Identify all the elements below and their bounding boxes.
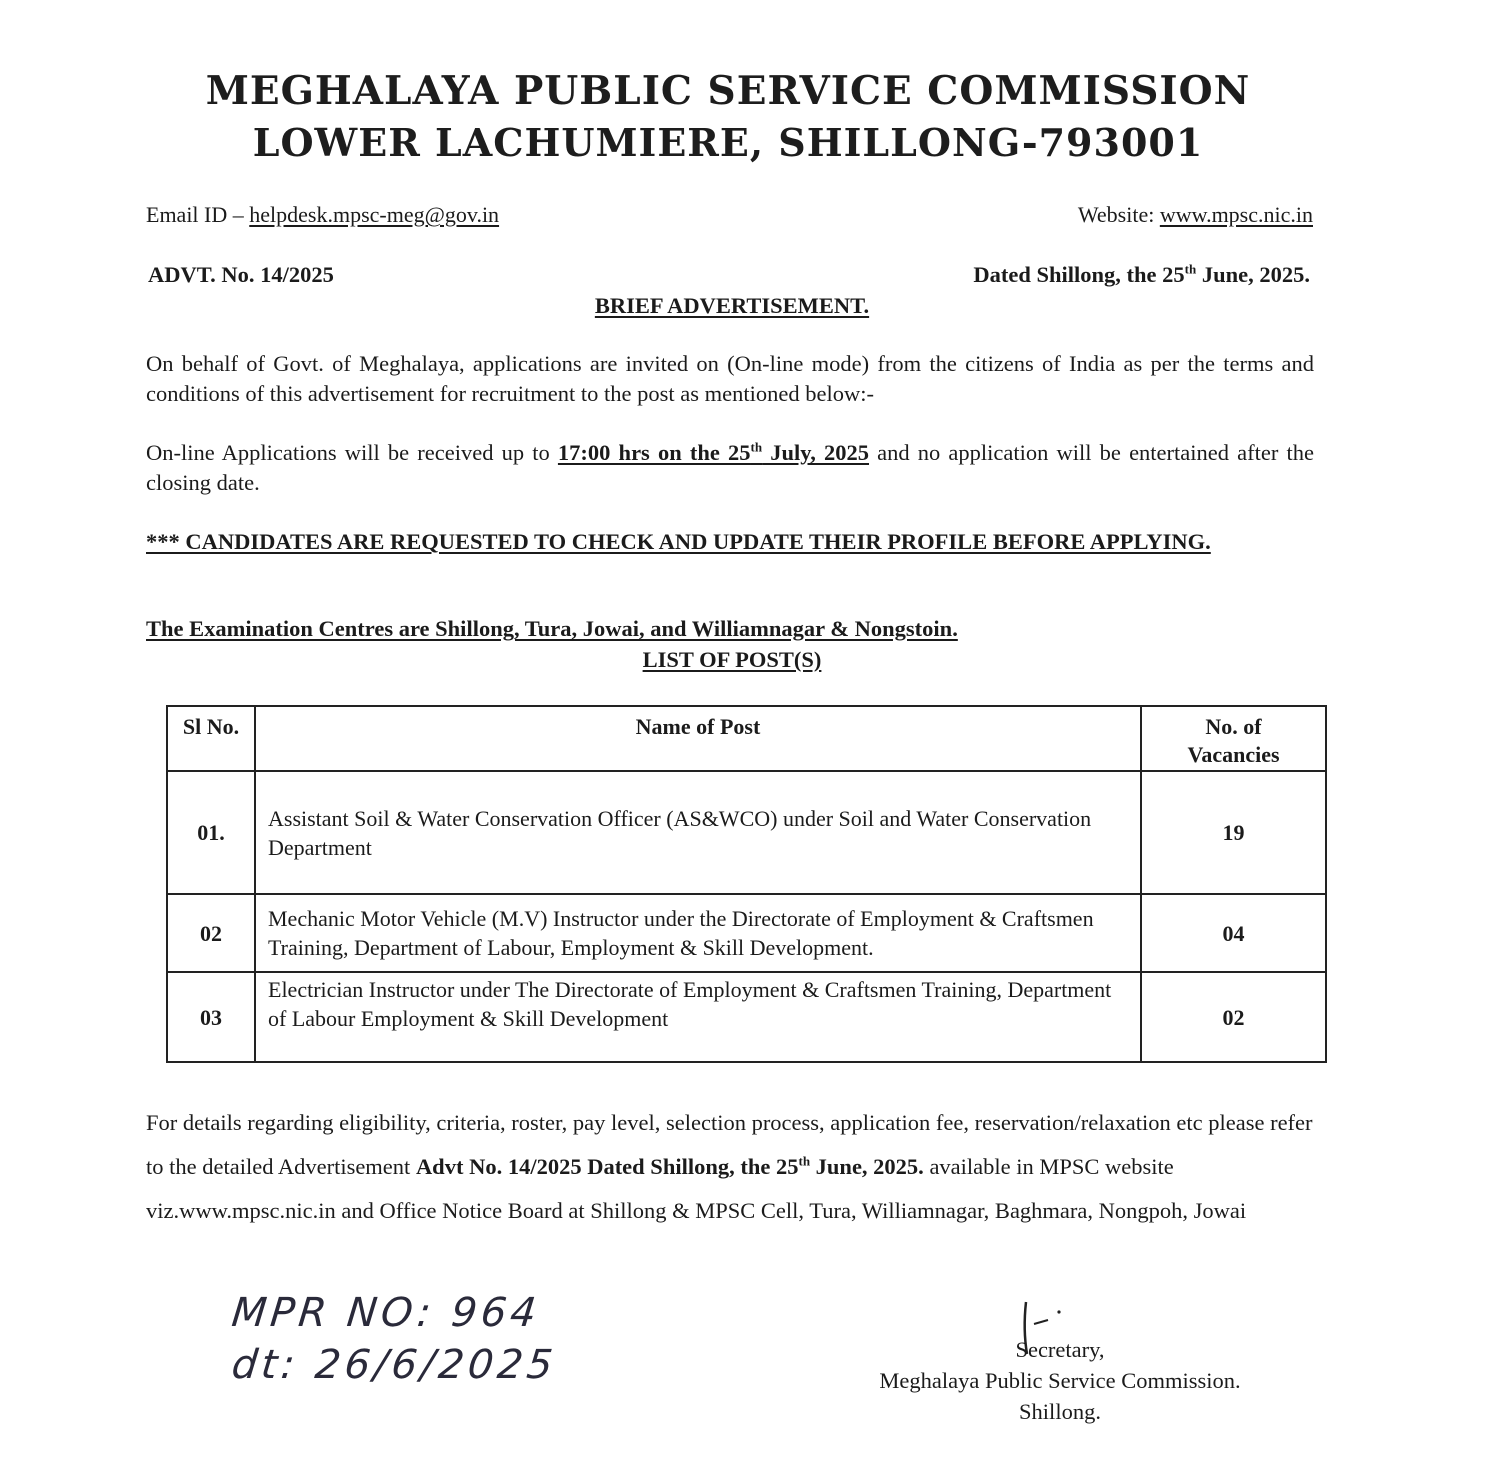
date-suffix: June, 2025. [1196,262,1310,287]
deadline-sup: th [750,439,763,455]
profile-notice: *** CANDIDATES ARE REQUESTED TO CHECK AND UPDATE THEIR PROFILE BEFORE APPLYING. [146,529,1211,554]
deadline-before: On-line Applications will be received up to [146,440,558,465]
details-bold [416,1154,924,1179]
signatory-place: Shillong. [1019,1399,1101,1424]
row-vacancies: 04 [1141,894,1326,972]
row-sl-no: 02 [167,894,255,972]
organisation-name: MEGHALAYA PUBLIC SERVICE COMMISSION [205,68,1251,114]
deadline-highlight-prefix: 17:00 hrs on the 25 [557,440,751,465]
details-paragraph [146,1101,1316,1233]
advertisement-number: ADVT. No. 14/2025 [148,262,334,287]
signature-dash [1034,1320,1048,1324]
signature-block [800,1334,1320,1427]
row-post-name: Mechanic Motor Vehicle (M.V) Instructor under the Directorate of Employment & Craftsmen Training, Department of Labour, Employment & Skill Development. [255,894,1141,972]
header-vacancies-line2: Vacancies [1187,742,1280,767]
exam-centres: The Examination Centres are Shillong, Tura, Jowai, and Williamnagar & Nongstoin. [146,616,958,641]
handwritten-memo-date: dt: 26/6/2025 [229,1342,559,1388]
email-label: Email ID – [146,202,250,227]
row-post-name: Electrician Instructor under The Directorate of Employment & Craftsmen Training, Department of Labour Employment & Skill Development [255,972,1141,1062]
details-bold-prefix: Advt No. 14/2025 Dated Shillong, the 25 [415,1154,799,1179]
posts-table [166,705,1327,1063]
header-vacancies [1141,706,1326,771]
deadline-paragraph [146,438,1314,498]
list-title: LIST OF POST(S) [642,647,822,672]
table-row [167,972,1326,1062]
advertisement-date [973,262,1310,288]
organisation-address: LOWER LACHUMIERE, SHILLONG-793001 [252,120,1204,165]
table-header-row [167,706,1326,771]
header-name-of-post: Name of Post [255,706,1141,771]
row-vacancies: 02 [1141,972,1326,1062]
document-title: BRIEF ADVERTISEMENT. [594,293,870,318]
row-sl-no: 03 [167,972,255,1062]
details-sup: th [798,1153,811,1169]
signatory-organisation: Meghalaya Public Service Commission. [879,1368,1241,1393]
email-line [146,202,499,228]
handwritten-memo-number: MPR NO: 964 [229,1290,543,1336]
deadline-after: and no application will be entertained after the closing date. [146,440,1314,495]
table-row [167,771,1326,894]
header-vacancies-line1: No. of [1205,714,1262,739]
intro-paragraph: On behalf of Govt. of Meghalaya, applications are invited on (On-line mode) from the citizens of India as per the terms and conditions of this advertisement for recruitment to the post as mentioned below:- [146,351,1314,406]
row-post-name: Assistant Soil & Water Conservation Officer (AS&WCO) under Soil and Water Conservation Department [255,771,1141,894]
details-bold-suffix: June, 2025. [810,1154,924,1179]
website-label: Website: [1077,202,1160,227]
date-sup: th [1184,261,1197,277]
website-link[interactable]: www.mpsc.nic.in [1159,202,1313,227]
header-sl-no: Sl No. [167,706,255,771]
row-sl-no: 01. [167,771,255,894]
table-row [167,894,1326,972]
email-link[interactable]: helpdesk.mpsc-meg@gov.in [249,202,500,227]
details-after: available in MPSC website viz.www.mpsc.nic.in and Office Notice Board at Shillong & MPSC Cell, Tura, Williamnagar, Baghmara, Nongpoh, Jowai [146,1154,1247,1223]
date-prefix: Dated Shillong, the 25 [973,262,1185,287]
website-line [1078,202,1313,228]
signature-dot [1057,1310,1060,1313]
details-before: For details regarding eligibility, criteria, roster, pay level, selection process, application fee, reservation/relaxation etc please refer to the detailed Advertisement [146,1110,1313,1179]
signatory-designation: Secretary, [1015,1337,1105,1362]
deadline-highlight-suffix: July, 2025 [762,440,870,465]
deadline-highlight [558,440,869,465]
row-vacancies: 19 [1141,771,1326,894]
